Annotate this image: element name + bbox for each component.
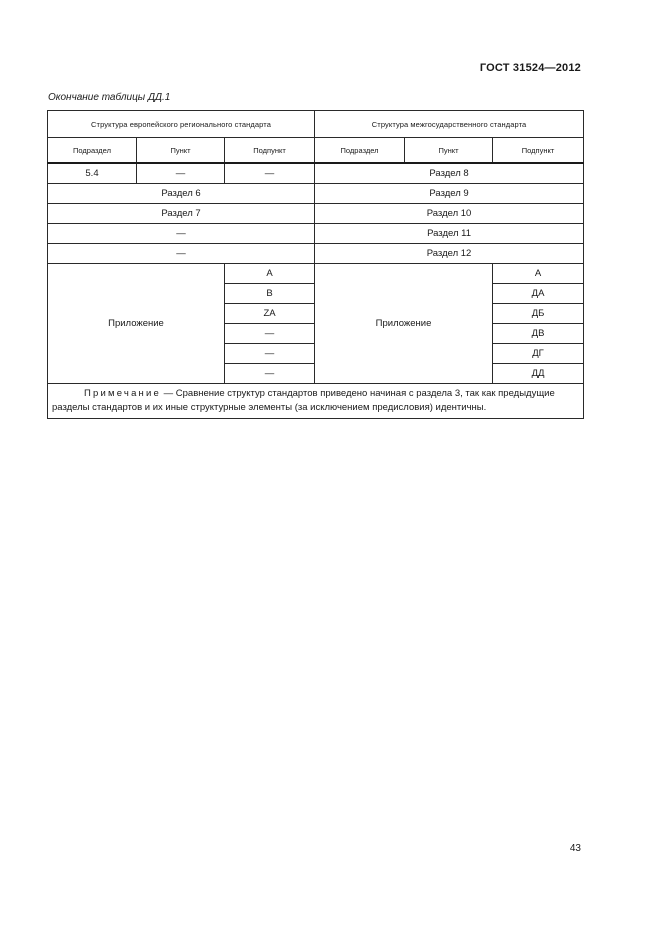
cell-interstate-section: Раздел 8 — [315, 163, 584, 184]
group-header-row — [48, 111, 584, 138]
interstate-appendix-item: ДА — [493, 284, 584, 304]
structure-comparison-table — [47, 110, 584, 419]
interstate-appendix-item: ДБ — [493, 304, 584, 324]
table-row — [48, 204, 584, 224]
column-header: Пункт — [405, 138, 493, 164]
note-row — [48, 384, 584, 419]
table-row — [48, 224, 584, 244]
column-header: Подпункт — [225, 138, 315, 164]
cell-european-section: Раздел 6 — [48, 184, 315, 204]
european-appendix-item: B — [225, 284, 315, 304]
column-header: Подраздел — [48, 138, 137, 164]
column-header: Подраздел — [315, 138, 405, 164]
cell-european-section: Раздел 7 — [48, 204, 315, 224]
note-text: — Сравнение структур стандартов приведено начиная с раздела 3, так как предыдущие разделы стандартов и их иные структурные элементы (за исключением предисловия) идентичны. — [52, 388, 555, 413]
table-note — [48, 384, 584, 419]
cell-clause: — — [137, 163, 225, 184]
cell-interstate-section: Раздел 10 — [315, 204, 584, 224]
cell-european-section: — — [48, 224, 315, 244]
interstate-appendix-item: ДГ — [493, 344, 584, 364]
cell-interstate-section: Раздел 12 — [315, 244, 584, 264]
interstate-structure-header: Структура межгосударственного стандарта — [315, 111, 584, 138]
interstate-appendix-label: Приложение — [315, 264, 493, 384]
cell-interstate-section: Раздел 9 — [315, 184, 584, 204]
cell-subsection: 5.4 — [48, 163, 137, 184]
interstate-appendix-item: А — [493, 264, 584, 284]
interstate-appendix-item: ДД — [493, 364, 584, 384]
european-appendix-label: Приложение — [48, 264, 225, 384]
european-appendix-item: — — [225, 344, 315, 364]
table-row — [48, 163, 584, 184]
table-row — [48, 264, 584, 284]
european-appendix-item: ZA — [225, 304, 315, 324]
table-row — [48, 244, 584, 264]
note-label: Примечание — [84, 388, 161, 399]
cell-interstate-section: Раздел 11 — [315, 224, 584, 244]
european-appendix-item: A — [225, 264, 315, 284]
european-structure-header: Структура европейского регионального стандарта — [48, 111, 315, 138]
cell-european-section: — — [48, 244, 315, 264]
table-caption: Окончание таблицы ДД.1 — [48, 92, 171, 103]
page-number: 43 — [569, 843, 581, 854]
column-header: Пункт — [137, 138, 225, 164]
cell-subclause: — — [225, 163, 315, 184]
column-header: Подпункт — [493, 138, 584, 164]
european-appendix-item: — — [225, 324, 315, 344]
column-header-row — [48, 138, 584, 164]
european-appendix-item: — — [225, 364, 315, 384]
table-row — [48, 184, 584, 204]
document-number: ГОСТ 31524—2012 — [479, 62, 581, 74]
interstate-appendix-item: ДВ — [493, 324, 584, 344]
